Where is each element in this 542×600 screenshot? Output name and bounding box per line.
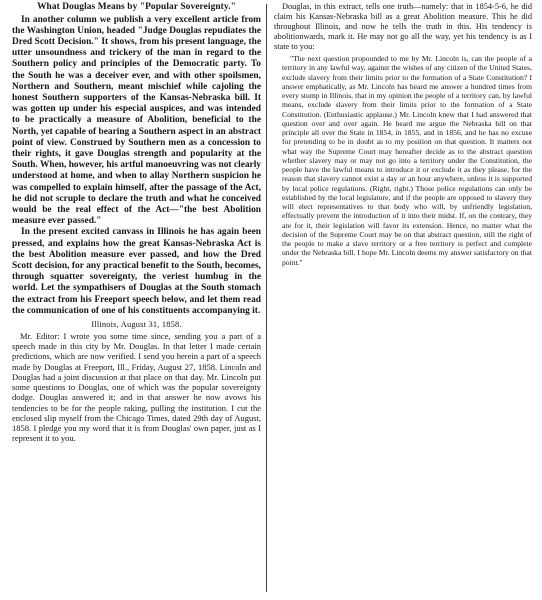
speech-quote — [282, 54, 532, 267]
letter-paragraph-2: Douglas, in this extract, tells one truth—namely: that in 1854-5-6, he did claim his Kansas-Nebraska bill as a great Abolition measure. This he did throughout Illinois, and now he tells the truth in this. His tendency is abolitionwards, mark it. He may not go all the way, yet his tendency is as I state to you: — [274, 2, 532, 52]
letter-dateline: Illinois, August 31, 1858. — [91, 320, 182, 330]
column-rule — [266, 4, 267, 592]
letter-paragraph-1: Mr. Editor: I wrote you some time since, sending you a part of a speech made in this city by Mr. Douglas. In that letter I made certain predictions, which are now verified. I send you herein a part of a speech made by Douglas at Freeport, Ill., Friday, August 27, 1858. Lincoln and Douglas had a joint discussion at that place on that day. Mr. Lincoln put some questions to Douglas, one of which was the popular sovereignty dodge. Douglas answered it; and in that answer he now avows his tendencies to be for the people raking, pulling the institution. I cut the enclosed slip myself from the Chicago Times, dated 29th day of August, 1858. I pledge you my word that it is from Douglas' own paper, just as I represent it to you. — [12, 331, 261, 444]
left-column — [12, 2, 261, 596]
lead-paragraph-1: In another column we publish a very excellent article from the Washington Union, headed "Judge Douglas repudiates the Dred Scott Decision." It shows, from his present language, the utter unsoundness and trickery of the man in regard to the Southern policy and principles of the Democratic party. To the South he was a deceiver ever, and with other spoilsmen, Northern and Southern, meant mischief while cajoling the honest Southern supporters of the Kansas-Nebraska bill. It was gotten up under his especial auspices, and was intended to be practically a measure of Abolition, beneficial to the North, yet capable of bearing a Southern aspect in an abstract point of view. Construed by Southern men as a concession to their rights, it gave Douglas strength and popularity at the South. When, however, his artful manoeuvring was not clearly understood at home, and when to allay Northern suspicion he was compelled to explain himself, after the passage of the Act, he did not scruple to declare the truth and what he conceived would be the real effect of the Act—"the best Abolition measure ever passed." — [12, 14, 261, 227]
article-headline: What Douglas Means by "Popular Sovereignty." — [37, 2, 236, 12]
lead-paragraph-2: In the present excited canvass in Illinois he has again been pressed, and explains how the great Kansas-Nebraska Act is the best Abolition measure ever passed, and how the Dred Scott decision, for any practical benefit to the South, becomes, through squatter sovereignty, the veriest humbug in the world. Let the sympathisers of Douglas at the South stomach the extract from his Freeport speech below, and let them read the communication of one of his constituents accompanying it. — [12, 227, 261, 316]
right-column — [274, 2, 532, 596]
letter-section — [12, 331, 261, 443]
quote-paragraph: "The next question propounded to me by Mr. Lincoln is, can the people of a territory in any lawful way, against the wishes of any citizen of the United States, exclude slavery from their limits prior to the formation of a State Constitution? I answer emphatically, as Mr. Lincoln has heard me answer a hundred times from every stump in Illinois, that in my opinion the people of a territory can, by lawful means, exclude slavery from their limits prior to the formation of a State Constitution. (Enthusiastic applause.) Mr. Lincoln knew that I had answered that question over and over again. He heard me argue the Nebraska bill on that principle all over the State in 1854, in 1855, and in 1856, and he has no excuse for pretending to be in doubt as to my position on that question. It matters not what way the Supreme Court may hereafter decide as to the abstract question whether slavery may or may not go into a territory under the Constitution, the people have the lawful means to introduce it or exclude it as they please, for the reason that slavery cannot exist a day or an hour anywhere, unless it is supported by local police regulations. (Right, right.) Those police regulations can only be established by the local legislature, and if the people are opposed to slavery they will elect representatives to that body who will, by unfriendly legislation, effectually prevent the introduction of it into their midst. If, on the contrary, they are for it, their legislation will favor its extension. Hence, no matter what the decision of the Supreme Court may be on that abstract question, still the right of the people to make a slave territory or a free territory is perfect and complete under the Nebraska bill. I hope Mr. Lincoln deems my answer satisfactory on that point." — [282, 54, 532, 267]
lead-section — [12, 15, 261, 317]
right-text-section — [274, 2, 532, 52]
